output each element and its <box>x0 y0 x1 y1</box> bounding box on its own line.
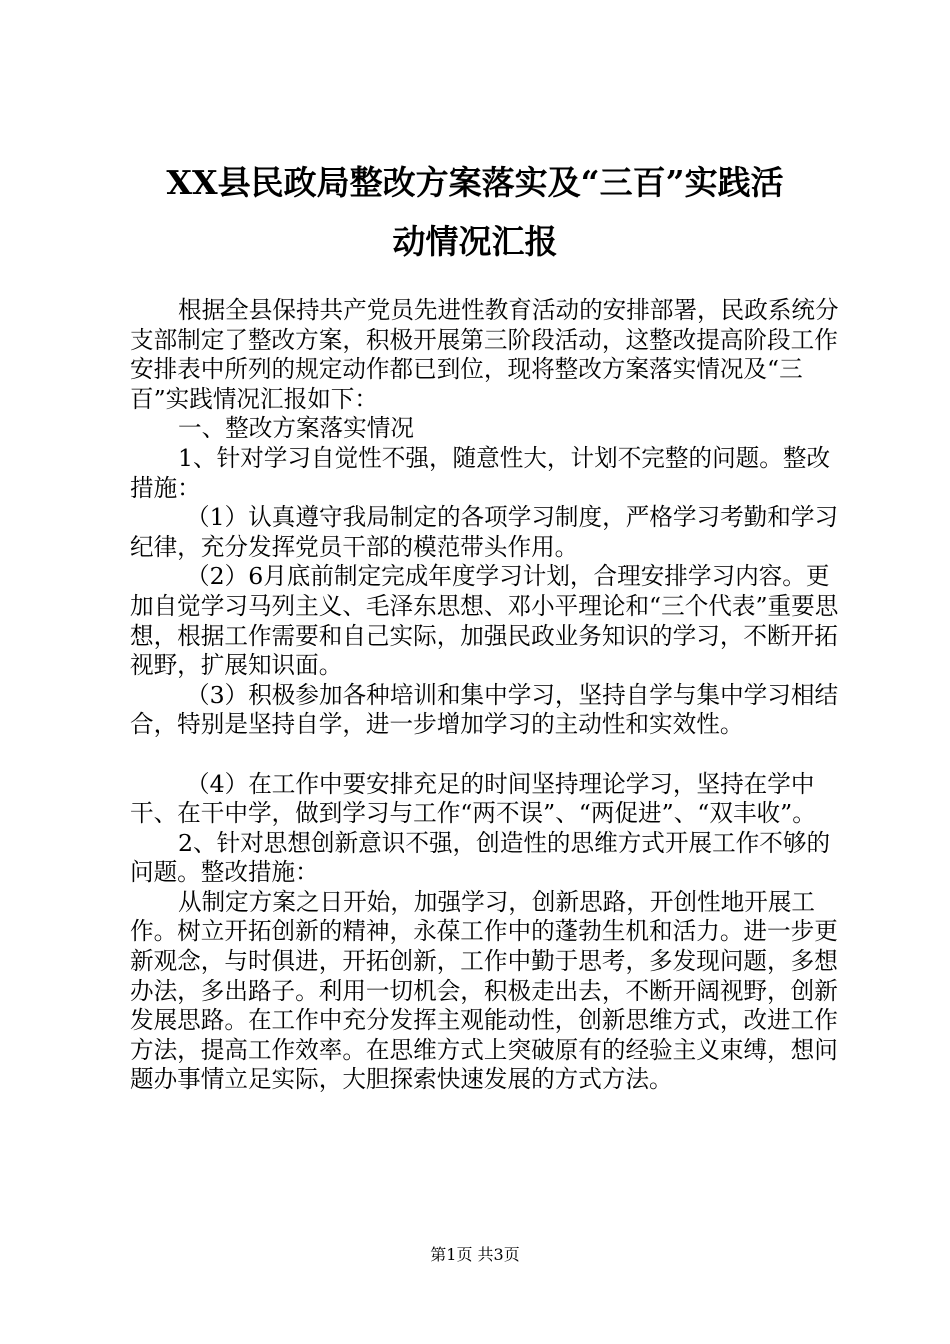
blank-line <box>130 740 840 770</box>
measure-1-1: （1）认真遵守我局制定的各项学习制度，严格学习考勤和学习纪律，充分发挥党员干部的模范带头作用。 <box>130 503 839 561</box>
measure-1-3: （3）积极参加各种培训和集中学习，坚持自学与集中学习相结合，特别是坚持自学，进一步增加学习的主动性和实效性。 <box>130 680 839 739</box>
item-2-heading: 2、针对思想创新意识不强，创造性的思维方式开展工作不够的问题。整改措施： <box>130 828 831 887</box>
document-title-line-2: 动情况汇报 <box>392 222 558 261</box>
page-footer: 第1页 共3页 <box>430 1245 520 1264</box>
document-title-line-1: XX县民政局整改方案落实及“三百”实践活 <box>166 163 784 202</box>
measure-1-2: （2）6月底前制定完成年度学习计划，合理安排学习内容。更加自觉学习马列主义、毛泽东思想、邓小平理论和“三个代表”重要思想，根据工作需要和自己实际，加强民政业务知识的学习，不断开拓视野，扩展知识面。 <box>130 562 839 680</box>
measure-1-4: （4）在工作中要安排充足的时间坚持理论学习，坚持在学中干、在干中学，做到学习与工作“两不误”、“两促进”、“双丰收”。 <box>130 769 816 828</box>
intro-paragraph: 根据全县保持共产党员先进性教育活动的安排部署，民政系统分支部制定了整改方案，积极开展第三阶段活动，这整改提高阶段工作安排表中所列的规定动作都已到位，现将整改方案落实情况及“三百”实践情况汇报如下： <box>130 296 839 413</box>
item-1-heading: 1、针对学习自觉性不强，随意性大，计划不完整的问题。整改措施： <box>130 443 831 502</box>
section-heading-1: 一、整改方案落实情况 <box>178 414 414 443</box>
measure-2-body: 从制定方案之日开始，加强学习，创新思路，开创性地开展工作。树立开拓创新的精神，永葆工作中的蓬勃生机和活力。进一步更新观念，与时俱进，开拓创新，工作中勤于思考，多发现问题，多想办法，多出路子。利用一切机会，积极走出去，不断开阔视野，创新发展思路。在工作中充分发挥主观能动性，创新思维方式，改进工作方法，提高工作效率。在思维方式上突破原有的经验主义束缚，想问题办事情立足实际，大胆探索快速发展的方式方法。 <box>130 887 838 1094</box>
document-body <box>130 296 840 1095</box>
